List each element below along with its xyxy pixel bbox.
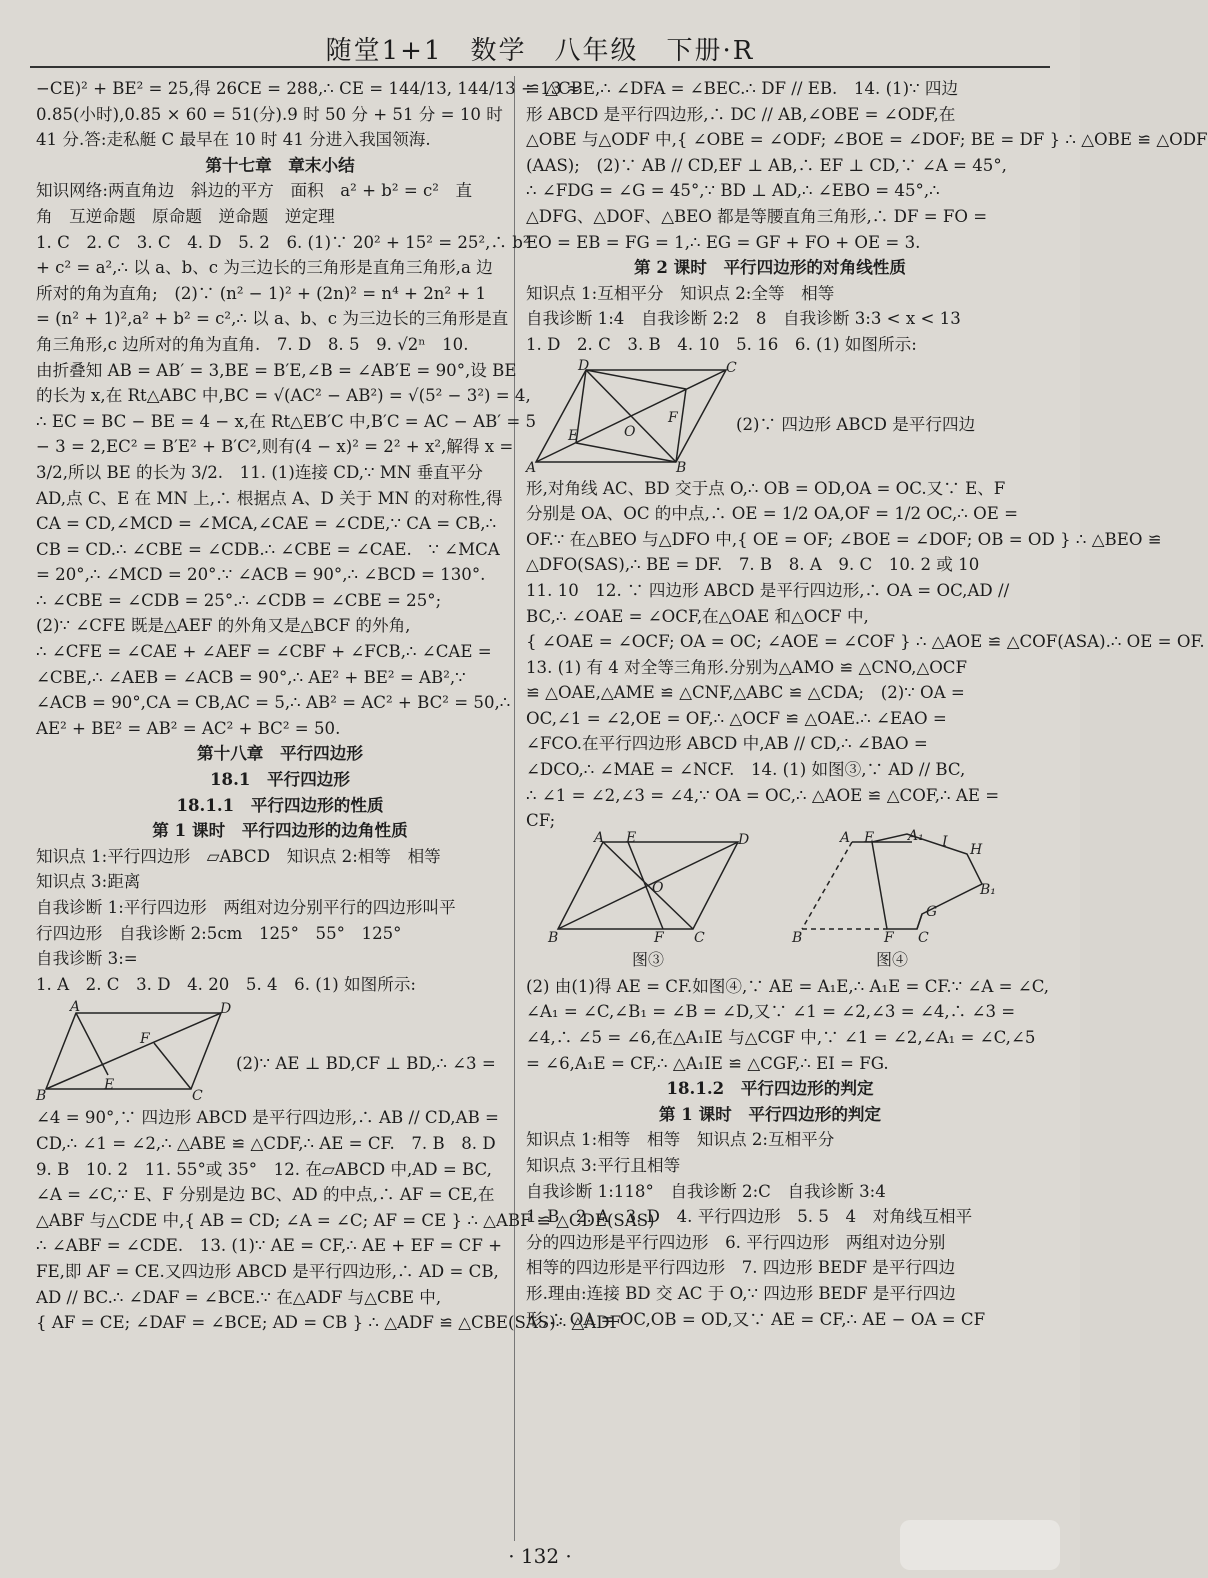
text-line: CF; [526, 811, 556, 831]
text-line: − 3 = 2,EC² = B′E² + B′C²,则有(4 − x)² = 2² + x²,解得 x = [36, 437, 514, 457]
text-line: 知识点 1:互相平分 知识点 2:全等 相等 [526, 283, 835, 303]
svg-text:E: E [864, 829, 875, 846]
text-line: 行四边形 自我诊断 2:5cm 125° 55° 125° [36, 923, 402, 943]
left-text-block-1 [36, 76, 581, 997]
text-line: (AAS); (2)∵ AB // CD,EF ⊥ AB,∴ EF ⊥ CD,∵ ∠A = 45°, [526, 155, 1007, 175]
text-line: 所对的角为直角; (2)∵ (n² − 1)² + (2n)² = n⁴ + 2n² + 1 [36, 283, 487, 303]
svg-text:F: F [140, 1031, 150, 1048]
lesson-heading: 第 1 课时 平行四边形的判定 [658, 1103, 882, 1124]
text-line: = ∠6,A₁E = CF,∴ △A₁IE ≌ △CGF,∴ EI = FG. [526, 1053, 889, 1073]
text-line: ≌ △OAE,△AME ≌ △CNF,△ABC ≌ △CDA; (2)∵ OA = [526, 683, 965, 703]
text-line: ∴ EC = BC − BE = 4 − x,在 Rt△EB′C 中,B′C = AC − AB′ = 5 [36, 411, 537, 431]
text-line: 1. B 2. A 3. D 4. 平行四边形 5. 5 4 对角线互相平 [526, 1207, 973, 1227]
svg-text:O: O [652, 879, 664, 896]
text-line: AE² + BE² = AB² = AC² + BC² = 50. [36, 718, 341, 738]
svg-text:A: A [840, 829, 851, 846]
svg-text:H: H [970, 841, 983, 858]
svg-text:A: A [594, 829, 605, 846]
text-line: ∴ ∠1 = ∠2,∠3 = ∠4,∵ OA = OC,∴ △AOE ≌ △COF,∴ AE = [526, 785, 1000, 805]
svg-text:C: C [726, 359, 737, 376]
text-line: BC,∴ ∠OAE = ∠OCF,在△OAE 和△OCF 中, [526, 606, 869, 626]
svg-text:A₁: A₁ [908, 827, 924, 844]
text-line: ∴ ∠CFE = ∠CAE + ∠AEF = ∠CBF + ∠FCB,∴ ∠CAE = [36, 642, 492, 662]
svg-text:E: E [104, 1077, 115, 1094]
right-text-block-1 [526, 76, 1208, 358]
folded-figure-4 [792, 827, 996, 946]
lesson-heading: 第 2 课时 平行四边形的对角线性质 [633, 257, 906, 278]
svg-text:E: E [568, 427, 579, 444]
parallelogram-figure-3 [548, 829, 750, 946]
text-line: (2)∵ AE ⊥ BD,CF ⊥ BD,∴ ∠3 = [236, 1054, 496, 1074]
text-line: AD // BC.∴ ∠DAF = ∠BCE.∵ 在△ADF 与△CBE 中, [36, 1287, 442, 1307]
text-line: OF.∵ 在△BEO 与△DFO 中,{ OE = OF; ∠BOE = ∠DOF; OB = OD } ∴ △BEO ≌ [526, 529, 1162, 549]
text-line: 知识点 3:平行且相等 [526, 1156, 681, 1175]
text-line: + c² = a²,∴ 以 a、b、c 为三边长的三角形是直角三角形,a 边 [36, 258, 493, 278]
right-column [526, 76, 1208, 1332]
text-line: ∠4,∴ ∠5 = ∠6,在△A₁IE 与△CGF 中,∵ ∠1 = ∠2,∠A₁ = ∠C,∠5 [526, 1028, 1036, 1048]
svg-text:D: D [578, 357, 590, 374]
svg-text:I: I [942, 833, 948, 850]
figure-3 [548, 829, 750, 973]
chapter-heading: 第十八章 平行四边形 [197, 743, 363, 764]
svg-text:F: F [884, 929, 894, 946]
figure-pair-row [526, 827, 1014, 974]
text-line: 相等的四边形是平行四边形 7. 四边形 BEDF 是平行四边 [526, 1258, 956, 1278]
text-line: ∴ ∠CBE = ∠CDB = 25°.∴ ∠CDB = ∠CBE = 25°; [36, 590, 442, 610]
text-line: 角三角形,c 边所对的角为直角. 7. D 8. 5 9. √2ⁿ 10. [36, 334, 469, 354]
section-heading: 18.1 平行四边形 [210, 769, 350, 790]
text-line: { ∠OAE = ∠OCF; OA = OC; ∠AOE = ∠COF } ∴ △AOE ≌ △COF(ASA).∴ OE = OF. [526, 632, 1205, 652]
text-line: 的长为 x,在 Rt△ABC 中,BC = √(AC² − AB²) = √(5² − 3²) = 4, [36, 386, 531, 406]
svg-text:B: B [36, 1088, 47, 1105]
right-text-block-2 [526, 476, 1205, 834]
text-line: △ABF 与△CDE 中,{ AB = CD; ∠A = ∠C; AF = CE } ∴ △ABF ≌ △CDE(SAS) [36, 1210, 655, 1230]
text-line: 41 分.答:走私艇 C 最早在 10 时 41 分进入我国领海. [36, 130, 431, 150]
text-line: 形,对角线 AC、BD 交于点 O,∴ OB = OD,OA = OC.又∵ E、F [526, 478, 1006, 498]
text-line: ∠A₁ = ∠C,∠B₁ = ∠B = ∠D,又∵ ∠1 = ∠2,∠3 = ∠4,∴ ∠3 = [526, 1002, 1016, 1022]
text-line: ≌ △CBE,∴ ∠DFA = ∠BEC.∴ DF // EB. 14. (1)∵ 四边 [526, 79, 959, 98]
right-figure-row [526, 358, 1014, 476]
svg-text:C: C [192, 1088, 203, 1105]
svg-text:G: G [926, 903, 938, 920]
lesson-heading: 第 1 课时 平行四边形的边角性质 [152, 820, 408, 841]
svg-text:C: C [694, 929, 705, 946]
text-line: (2)∵ ∠CFE 既是△AEF 的外角又是△BCF 的外角, [36, 616, 411, 636]
svg-text:B: B [792, 929, 803, 946]
text-line: 1. A 2. C 3. D 4. 20 5. 4 6. (1) 如图所示: [36, 974, 417, 994]
text-line: 1. C 2. C 3. C 4. D 5. 2 6. (1)∵ 20² + 15² = 25²,∴ b² [36, 232, 530, 252]
text-line: 9. B 10. 2 11. 55°或 35° 12. 在▱ABCD 中,AD = BC, [36, 1159, 492, 1179]
text-line: 自我诊断 3:= [36, 949, 138, 969]
text-line: 形,∴ OA = OC,OB = OD,又∵ AE = CF,∴ AE − OA = CF [526, 1309, 986, 1329]
svg-text:E: E [626, 829, 637, 846]
text-line: CB = CD.∴ ∠CBE = ∠CDB.∴ ∠CBE = ∠CAE. ∵ ∠MCA [36, 539, 500, 559]
text-line: 知识网络:两直角边 斜边的平方 面积 a² + b² = c² 直 [36, 181, 473, 201]
text-line: ∴ ∠ABF = ∠CDE. 13. (1)∵ AE = CF,∴ AE + EF = CF + [36, 1236, 503, 1256]
text-line: △DFG、△DOF、△BEO 都是等腰直角三角形,∴ DF = FO = [526, 206, 988, 226]
svg-text:A: A [526, 459, 537, 476]
parallelogram-figure-abcd-right [526, 357, 737, 476]
svg-text:C: C [918, 929, 929, 946]
figure-caption-3: 图③ [631, 950, 664, 970]
text-line: (2)∵ 四边形 ABCD 是平行四边 [736, 414, 976, 434]
left-figure-row [36, 997, 524, 1105]
text-line: 1. D 2. C 3. B 4. 10 5. 16 6. (1) 如图所示: [526, 334, 917, 354]
svg-text:B₁: B₁ [980, 881, 996, 898]
parallelogram-figure-abcd-left [36, 999, 236, 1105]
text-line: 角 互逆命题 原命题 逆命题 逆定理 [36, 206, 335, 226]
text-line: CA = CD,∠MCD = ∠MCA,∠CAE = ∠CDE,∵ CA = CB,∴ [36, 514, 497, 534]
text-line: ∠4 = 90°,∵ 四边形 ABCD 是平行四边形,∴ AB // CD,AB = [36, 1108, 499, 1128]
svg-text:D: D [220, 1001, 232, 1018]
text-line: 知识点 1:相等 相等 知识点 2:互相平分 [526, 1130, 835, 1150]
text-line: ∠FCO.在平行四边形 ABCD 中,AB // CD,∴ ∠BAO = [526, 734, 928, 754]
text-line: 知识点 1:平行四边形 ▱ABCD 知识点 2:相等 相等 [36, 846, 441, 866]
figure-caption-4: 图④ [875, 950, 908, 970]
text-line: ∠DCO,∴ ∠MAE = ∠NCF. 14. (1) 如图③,∵ AD // BC, [526, 760, 966, 780]
section-heading: 第十七章 章末小结 [205, 154, 355, 175]
text-line: = (n² + 1)²,a² + b² = c²,∴ 以 a、b、c 为三边长的三角形是直 [36, 309, 509, 329]
header-rule [30, 66, 1050, 68]
svg-text:A: A [70, 999, 81, 1016]
text-line: 形 ABCD 是平行四边形,∴ DC // AB,∠OBE = ∠ODF,在 [526, 104, 956, 124]
text-line: 3/2,所以 BE 的长为 3/2. 11. (1)连接 CD,∵ MN 垂直平分 [36, 462, 483, 482]
text-line: { AF = CE; ∠DAF = ∠BCE; AD = CB } ∴ △ADF ≌ △CBE(SAS)∴ △ADF [36, 1313, 622, 1333]
text-line: 11. 10 12. ∵ 四边形 ABCD 是平行四边形,∴ OA = OC,AD // [526, 580, 1010, 600]
right-text-block-3 [526, 974, 1050, 1332]
text-line: = 20°,∴ ∠MCD = 20°.∵ ∠ACB = 90°,∴ ∠BCD = 130°. [36, 565, 486, 585]
text-line: FE,即 AF = CE.又四边形 ABCD 是平行四边形,∴ AD = CB, [36, 1261, 499, 1281]
figure-4 [792, 827, 996, 973]
text-line: 自我诊断 1:平行四边形 两组对边分别平行的四边形叫平 [36, 898, 456, 917]
text-line: EO = EB = FG = 1,∴ EG = GF + FO + OE = 3. [526, 232, 921, 252]
watermark-logo [900, 1520, 1060, 1570]
text-line: (2) 由(1)得 AE = CF.如图④,∵ AE = A₁E,∴ A₁E = CF.∵ ∠A = ∠C, [526, 976, 1050, 996]
page-header: 随堂1+1 数学 八年级 下册·R [325, 36, 755, 66]
text-line: 形.理由:连接 BD 交 AC 于 O,∵ 四边形 BEDF 是平行四边 [526, 1283, 956, 1303]
subsection-heading: 18.1.1 平行四边形的性质 [176, 794, 384, 815]
text-line: 0.85(小时),0.85 × 60 = 51(分).9 时 50 分 + 51 分 = 10 时 [36, 104, 503, 124]
text-line: △DFO(SAS),∴ BE = DF. 7. B 8. A 9. C 10. 2 或 10 [526, 555, 980, 575]
text-line: ∠CBE,∴ ∠AEB = ∠ACB = 90°,∴ AE² + BE² = AB²,∵ [36, 667, 466, 687]
text-line: 13. (1) 有 4 对全等三角形.分别为△AMO ≌ △CNO,△OCF [526, 657, 968, 677]
text-line: 知识点 3:距离 [36, 872, 141, 892]
text-line: OC,∠1 = ∠2,OE = OF,∴ △OCF ≌ △OAE.∴ ∠EAO = [526, 708, 947, 728]
text-line: 分的四边形是平行四边形 6. 平行四边形 两组对边分别 [526, 1232, 946, 1252]
text-line: AD,点 C、E 在 MN 上,∴ 根据点 A、D 关于 MN 的对称性,得 [36, 488, 503, 508]
svg-text:F: F [654, 929, 664, 946]
text-line: ∴ ∠FDG = ∠G = 45°,∵ BD ⊥ AD,∴ ∠EBO = 45°,∴ [526, 181, 940, 201]
text-line: ∠A = ∠C,∵ E、F 分别是边 BC、AD 的中点,∴ AF = CE,在 [36, 1185, 495, 1205]
text-line: 自我诊断 1:118° 自我诊断 2:C 自我诊断 3:4 [526, 1181, 886, 1201]
text-line: 由折叠知 AB = AB′ = 3,BE = B′E,∠B = ∠AB′E = 90°,设 BE [36, 360, 517, 380]
text-line: 分别是 OA、OC 的中点,∴ OE = 1/2 OA,OF = 1/2 OC,∴ OE = [526, 504, 1019, 524]
text-line: CD,∴ ∠1 = ∠2,∴ △ABE ≌ △CDF,∴ AE = CF. 7. B 8. D [36, 1133, 496, 1153]
text-line: −CE)² + BE² = 25,得 26CE = 288,∴ CE = 144/13, 144/13 ÷ 13 ≈ [36, 79, 581, 98]
svg-text:O: O [624, 423, 636, 440]
text-line: ∠ACB = 90°,CA = CB,AC = 5,∴ AB² = AC² + BC² = 50,∴ [36, 693, 511, 713]
svg-text:B: B [676, 459, 687, 476]
text-line: △OBE 与△ODF 中,{ ∠OBE = ∠ODF; ∠BOE = ∠DOF; BE = DF } ∴ △OBE ≌ △ODF [526, 130, 1208, 150]
svg-text:F: F [668, 409, 678, 426]
text-line: 自我诊断 1:4 自我诊断 2:2 8 自我诊断 3:3 < x < 13 [526, 309, 961, 329]
svg-text:B: B [548, 929, 559, 946]
svg-text:D: D [738, 831, 750, 848]
subsection-heading: 18.1.2 平行四边形的判定 [666, 1078, 874, 1099]
page-number: · 132 · [508, 1544, 572, 1568]
